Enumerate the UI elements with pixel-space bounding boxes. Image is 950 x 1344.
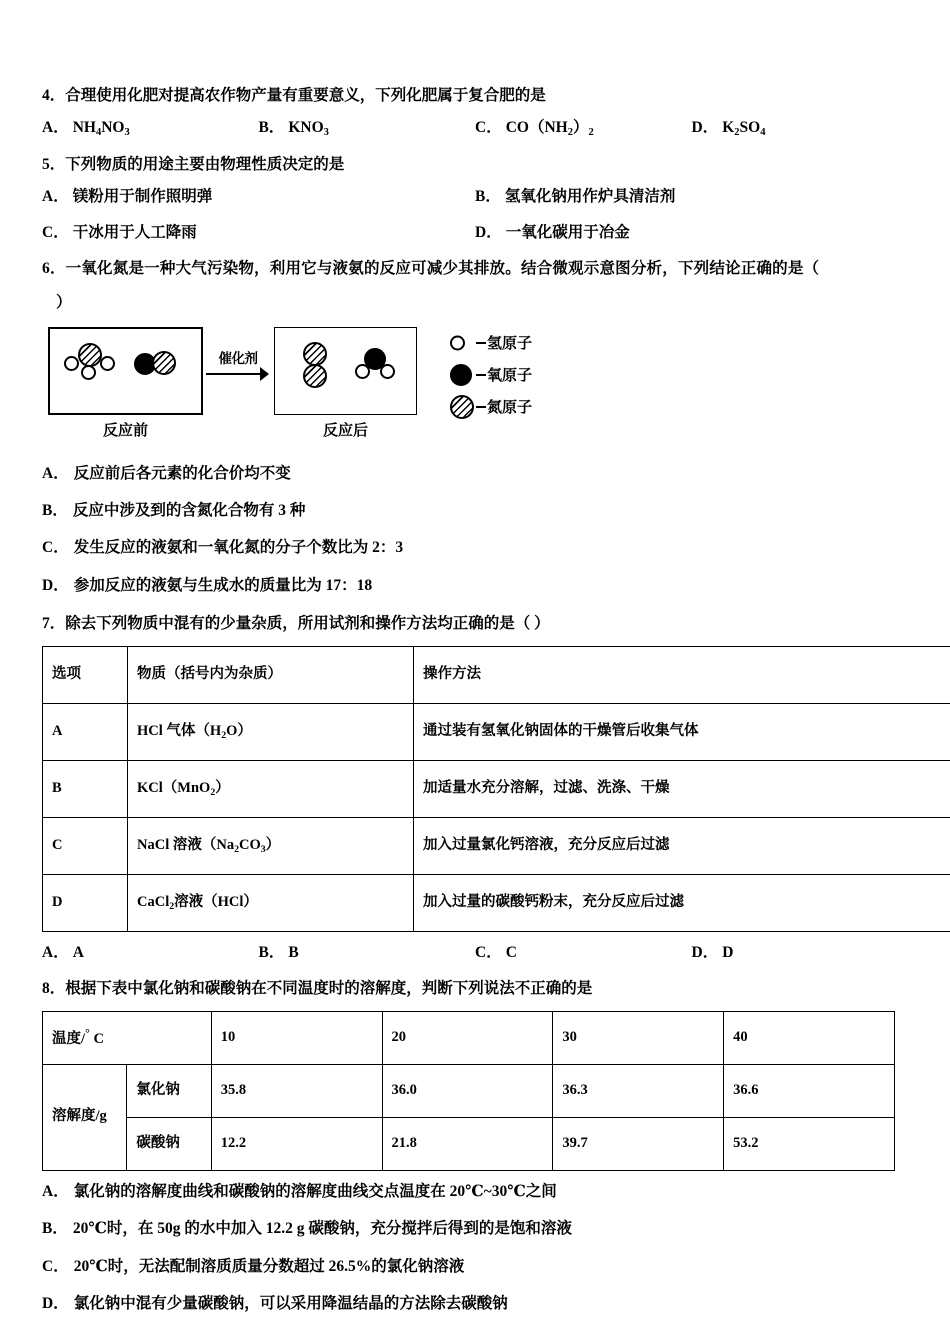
hydrogen-atom-icon: [450, 330, 476, 356]
option-text: 参加反应的液氨与生成水的质量比为 17：18: [73, 576, 373, 594]
question-8-stem: [42, 977, 908, 1000]
solubility-value: 39.7: [553, 1117, 724, 1170]
question-7-option-b[interactable]: [259, 942, 476, 964]
option-text: $NH_4NO_3$: [72, 119, 130, 139]
cell-method: 加适量水充分溶解，过滤、洗涤、干燥: [414, 760, 950, 817]
cell-option: D: [43, 874, 128, 931]
hydrogen-atom-icon: [355, 364, 370, 379]
option-text: 反应中涉及到的含氮化合物有 3 种: [72, 501, 306, 519]
column-header-substance: 物质（括号内为杂质）: [128, 646, 414, 703]
temperature-label: 温度/° C: [43, 1011, 212, 1064]
solubility-value: 35.8: [211, 1064, 382, 1117]
option-label: B．: [475, 188, 501, 206]
table-row: [43, 1117, 895, 1170]
catalyst-label: 催化剂: [218, 350, 258, 366]
option-label: B．: [258, 119, 285, 137]
temperature-value: 10: [211, 1011, 382, 1064]
option-text: $K_2SO_4$: [722, 119, 766, 139]
question-7-option-c[interactable]: [475, 942, 692, 964]
question-8-option-d[interactable]: [42, 1293, 908, 1315]
question-4-option-b[interactable]: [259, 117, 476, 139]
option-label: D．: [42, 1294, 69, 1312]
legend-dash: [476, 342, 486, 344]
question-8-option-c[interactable]: [42, 1256, 908, 1278]
table-row: [43, 874, 950, 931]
cell-option: B: [43, 760, 128, 817]
cell-method: 加入过量的碳酸钙粉末，充分反应后过滤: [414, 874, 950, 931]
solubility-value: 53.2: [724, 1117, 895, 1170]
legend-label: 氮原子: [487, 400, 533, 416]
cell-substance: HCl 气体$(H_2O)$: [128, 703, 414, 760]
arrow-line: [206, 373, 262, 375]
temperature-value: 20: [382, 1011, 553, 1064]
option-text: 反应前后各元素的化合价均不变: [73, 464, 291, 482]
legend-item-nitrogen: [450, 393, 640, 421]
option-text: $KNO_3$: [288, 119, 329, 139]
option-label: D．: [691, 943, 719, 961]
question-6-option-c[interactable]: [42, 537, 908, 559]
question-8-option-a[interactable]: [42, 1181, 908, 1203]
question-7-option-a[interactable]: [42, 942, 259, 964]
table-row: [43, 1064, 895, 1117]
impurity-removal-table: [42, 646, 950, 932]
question-4-options: [42, 117, 908, 139]
option-text: 发生反应的液氨和一氧化氮的分子个数比为 2：3: [73, 539, 404, 557]
cell-substance: NaCl 溶液$(Na_2CO_3)$: [128, 817, 414, 874]
option-text: 镁粉用于制作照明弹: [72, 188, 213, 206]
table-row: [43, 760, 950, 817]
nitrogen-atom-icon: [450, 394, 476, 420]
option-text: 干冰用于人工降雨: [72, 223, 197, 241]
cell-method: 加入过量氯化钙溶液，充分反应后过滤: [414, 817, 950, 874]
cell-substance: CaCl$_2$溶液（HCl）: [128, 874, 414, 931]
option-label: D．: [42, 576, 69, 594]
solubility-value: 36.0: [382, 1064, 553, 1117]
option-label: C．: [42, 223, 69, 241]
option-text: 20℃时，在 50g 的水中加入 12.2 g 碳酸钠，充分搅拌后得到的是饱和溶液: [72, 1220, 572, 1238]
question-4-option-d[interactable]: [692, 117, 909, 139]
after-reaction-label: 反应后: [322, 422, 368, 439]
question-4-option-a[interactable]: [42, 117, 259, 139]
legend-dash: [476, 374, 486, 376]
legend-item-hydrogen: [450, 329, 640, 357]
cell-substance: KCl（MnO$_2$）: [128, 760, 414, 817]
legend-item-oxygen: [450, 361, 640, 389]
question-8-number: 8．: [42, 980, 66, 998]
legend-label: 氢原子: [487, 336, 533, 352]
table-header-row: [43, 646, 950, 703]
hydrogen-atom-icon: [64, 356, 79, 371]
solubility-value: 21.8: [382, 1117, 553, 1170]
reaction-arrow: [206, 347, 270, 393]
option-label: C．: [475, 119, 502, 137]
before-reaction-box: [48, 327, 203, 415]
question-7-options: [42, 942, 908, 964]
option-label: A．: [42, 188, 69, 206]
solubility-value: 12.2: [211, 1117, 382, 1170]
question-5-option-c[interactable]: [42, 222, 475, 244]
question-6-number: 6．: [42, 259, 66, 277]
substance-name: 氯化钠: [127, 1064, 211, 1117]
question-8-option-b[interactable]: [42, 1218, 908, 1240]
option-text: 氢氧化钠用作炉具清洁剂: [504, 188, 676, 206]
reaction-microscopic-diagram: [42, 327, 908, 443]
table-header-row: [43, 1011, 895, 1064]
option-text: A: [72, 943, 84, 961]
option-label: B．: [258, 943, 285, 961]
question-5-option-d[interactable]: [475, 222, 908, 244]
question-5-stem: [42, 153, 908, 176]
cell-method: 通过装有氢氧化钠固体的干燥管后收集气体: [414, 703, 950, 760]
solubility-label: 溶解度/g: [43, 1064, 127, 1170]
legend-dash: [476, 406, 486, 408]
option-label: D．: [475, 223, 502, 241]
solubility-value: 36.3: [553, 1064, 724, 1117]
arrow-head-icon: [260, 367, 269, 381]
option-text: 氯化钠的溶解度曲线和碳酸钠的溶解度曲线交点温度在 20℃~30℃之间: [73, 1182, 557, 1200]
nitrogen-atom-icon: [303, 364, 327, 388]
question-4-stem: [42, 84, 908, 107]
table-row: [43, 703, 950, 760]
hydrogen-atom-icon: [81, 365, 96, 380]
option-label: B．: [42, 501, 68, 519]
option-text: B: [288, 943, 299, 961]
question-7-option-d[interactable]: [692, 942, 909, 964]
solubility-table: [42, 1011, 895, 1171]
oxygen-atom-icon: [450, 362, 476, 388]
option-text: D: [722, 943, 734, 961]
nitrogen-atom-icon: [152, 351, 176, 375]
option-label: C．: [42, 539, 69, 557]
question-6-option-a[interactable]: [42, 463, 908, 485]
question-4-number: 4．: [42, 87, 66, 104]
question-5-option-b[interactable]: [475, 186, 908, 208]
question-5-text: 下列物质的用途主要由物理性质决定的是: [65, 155, 345, 173]
question-6-option-b[interactable]: [42, 500, 908, 522]
after-reaction-box: [274, 327, 417, 415]
question-5-options-row-2: [42, 222, 908, 244]
column-header-option: 选项: [43, 646, 128, 703]
question-8-text: 根据下表中氯化钠和碳酸钠在不同温度时的溶解度，判断下列说法不正确的是: [65, 980, 593, 998]
spacer: [42, 445, 908, 463]
nitrogen-atom-icon: [78, 343, 102, 367]
option-label: A．: [42, 1182, 69, 1200]
option-text: 20℃时，无法配制溶质质量分数超过 26.5%的氯化钠溶液: [73, 1257, 465, 1275]
option-label: B．: [42, 1220, 68, 1238]
option-label: A．: [42, 119, 69, 137]
option-text: 氯化钠中混有少量碳酸钠，可以采用降温结晶的方法除去碳酸钠: [73, 1294, 508, 1312]
hydrogen-atom-icon: [380, 364, 395, 379]
option-label: C．: [42, 1257, 69, 1275]
question-6-stem: [42, 258, 908, 280]
question-7-number: 7．: [42, 615, 66, 633]
temperature-value: 40: [724, 1011, 895, 1064]
diagram-legend: [450, 329, 640, 425]
temperature-value: 30: [553, 1011, 724, 1064]
solubility-value: 36.6: [724, 1064, 895, 1117]
question-6-stem-continuation: ）: [56, 294, 72, 312]
hydrogen-atom-icon: [100, 356, 115, 371]
nitrogen-atom-icon: [303, 342, 327, 366]
question-5-options-row-1: [42, 186, 908, 208]
question-7-text: 除去下列物质中混有的少量杂质，所用试剂和操作方法均正确的是（ ）: [65, 615, 550, 633]
option-label: C．: [475, 943, 502, 961]
option-text: C: [505, 943, 517, 961]
cell-option: A: [43, 703, 128, 760]
substance-name: 碳酸钠: [127, 1117, 211, 1170]
cell-option: C: [43, 817, 128, 874]
option-text: 一氧化碳用于冶金: [505, 223, 630, 241]
exam-content: [42, 84, 908, 1330]
option-label: D．: [691, 119, 719, 137]
option-label: A．: [42, 943, 69, 961]
option-text: $CO(NH_2)_2$: [505, 119, 594, 139]
before-reaction-label: 反应前: [102, 422, 148, 439]
option-label: A．: [42, 464, 69, 482]
question-5-option-a[interactable]: [42, 186, 475, 208]
question-4-text: 合理使用化肥对提高农作物产量有重要意义，下列化肥属于复合肥的是: [65, 87, 546, 104]
question-6-text: 一氧化氮是一种大气污染物，利用它与液氨的反应可减少其排放。结合微观示意图分析，下列结论正确的是（: [65, 259, 820, 277]
column-header-method: 操作方法: [414, 646, 950, 703]
question-6-option-d[interactable]: [42, 575, 908, 597]
question-4-option-c[interactable]: [475, 117, 692, 139]
question-7-stem: [42, 612, 908, 635]
table-row: [43, 817, 950, 874]
legend-label: 氧原子: [487, 368, 533, 384]
question-5-number: 5．: [42, 155, 66, 173]
